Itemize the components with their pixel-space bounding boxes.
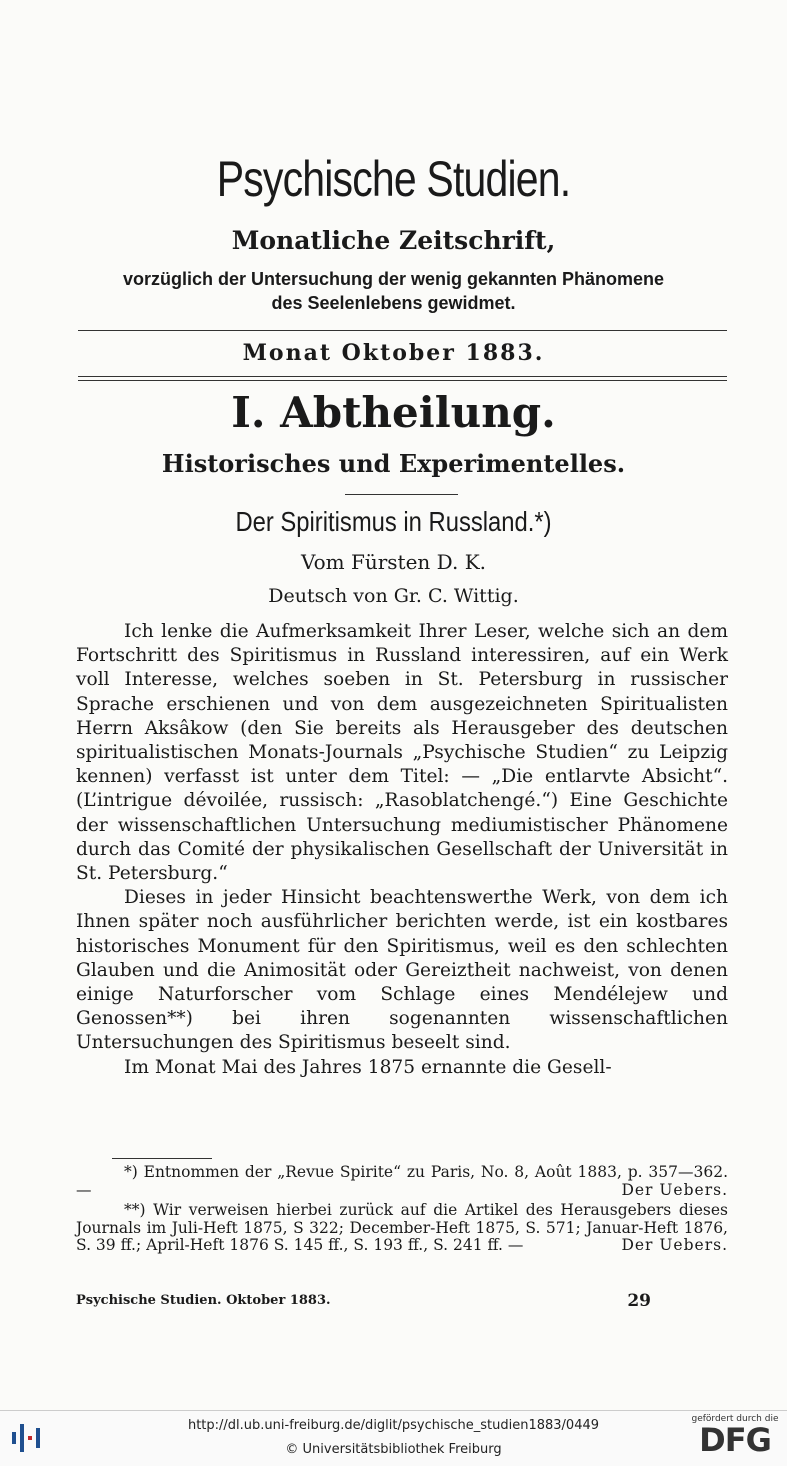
footnotes: [76, 1164, 728, 1258]
dfg-caption: gefördert durch die: [691, 1414, 779, 1424]
dfg-logo: [690, 1414, 780, 1460]
document-url-link[interactable]: http://dl.ub.uni-freiburg.de/diglit/psychische_studien1883/0449: [187, 1418, 600, 1433]
footnote-rule: [112, 1158, 212, 1159]
tagline-line-1: vorzüglich der Untersuchung der wenig gekannten Phänomene: [122, 269, 665, 289]
article-translator: Deutsch von Gr. C. Wittig.: [268, 585, 519, 607]
issue-month: Monat Oktober 1883.: [242, 340, 545, 366]
footnote-signature: Der Uebers.: [621, 1180, 728, 1199]
article-byline: Vom Fürsten D. K.: [301, 550, 486, 574]
journal-title: Psychische Studien.: [216, 151, 571, 207]
article-body: [76, 620, 728, 1080]
dfg-wordmark: DFG: [699, 1421, 771, 1459]
footnote: [76, 1164, 728, 1199]
footnote-text: **) Wir verweisen hierbei zurück auf die Artikel des Herausgebers dieses Journals im Juli-Heft 1875, S 322; December-Heft 1875, S. 571; Januar-Heft 1876, S. 39 ff.; April-Heft 1876 S. 145 ff., S. 193 ff., S. 241 ff. —: [76, 1201, 728, 1254]
article-title: Der Spiritismus in Russland.*): [235, 506, 552, 537]
divider-short: [345, 494, 458, 495]
footnote-text: *) Entnommen der „Revue Spirite“ zu Paris, No. 8, Août 1883, p. 357—362. —: [76, 1163, 728, 1199]
page-number: 29: [627, 1291, 651, 1311]
footnote: [76, 1202, 728, 1255]
footnote-signature: Der Uebers.: [621, 1236, 728, 1254]
paragraph: Ich lenke die Aufmerksamkeit Ihrer Leser, welche sich an dem Fortschritt des Spiritismus in Russland interessiren, auf ein Werk voll Interesse, welches soeben in St. Petersburg in russischer Sprache erschienen und von dem ausgezeichneten Spiritualisten Herrn Aksâkow (den Sie bereits als Herausgeber des deutschen spiritualistischen Monats-Journals „Psychische Studien“ zu Leipzig kennen) verfasst ist unter dem Titel: — „Die entlarvte Absicht“. (L’intrigue dévoilée, russisch: „Rasoblatchengé.“) Eine Geschichte der wissenschaftlichen Untersuchung mediumistischer Phänomene durch das Comité der physikalischen Gesellschaft der Universität in St. Petersburg.“: [76, 621, 728, 885]
copyright-notice: © Universitätsbibliothek Freiburg: [285, 1442, 502, 1457]
paragraph: Dieses in jeder Hinsicht beachtenswerthe Werk, von dem ich Ihnen später noch ausführlicher berichten werde, ist ein kostbares historisches Monument für den Spiritismus, weil es den schlechten Glauben und die Animosität oder Gereiztheit nachweist, von denen einige Naturforscher vom Schlage eines Mendélejew und Genossen**) bei ihren sogenannten wissenschaftlichen Untersuchungen des Spiritismus beseelt sind.: [76, 887, 728, 1054]
running-footer: Psychische Studien. Oktober 1883.: [76, 1293, 331, 1308]
paragraph: Im Monat Mai des Jahres 1875 ernannte die Gesell-: [124, 1056, 612, 1078]
page-footer: [76, 1291, 651, 1311]
section-heading: I. Abtheilung.: [231, 388, 556, 437]
journal-subtitle: Monatliche Zeitschrift,: [231, 226, 556, 255]
tagline-line-2: des Seelenlebens gewidmet.: [271, 293, 516, 313]
divider-top: [78, 330, 727, 331]
journal-tagline: [0, 267, 787, 315]
section-subheading: Historisches und Experimentelles.: [161, 449, 626, 478]
divider-double: [78, 376, 727, 381]
